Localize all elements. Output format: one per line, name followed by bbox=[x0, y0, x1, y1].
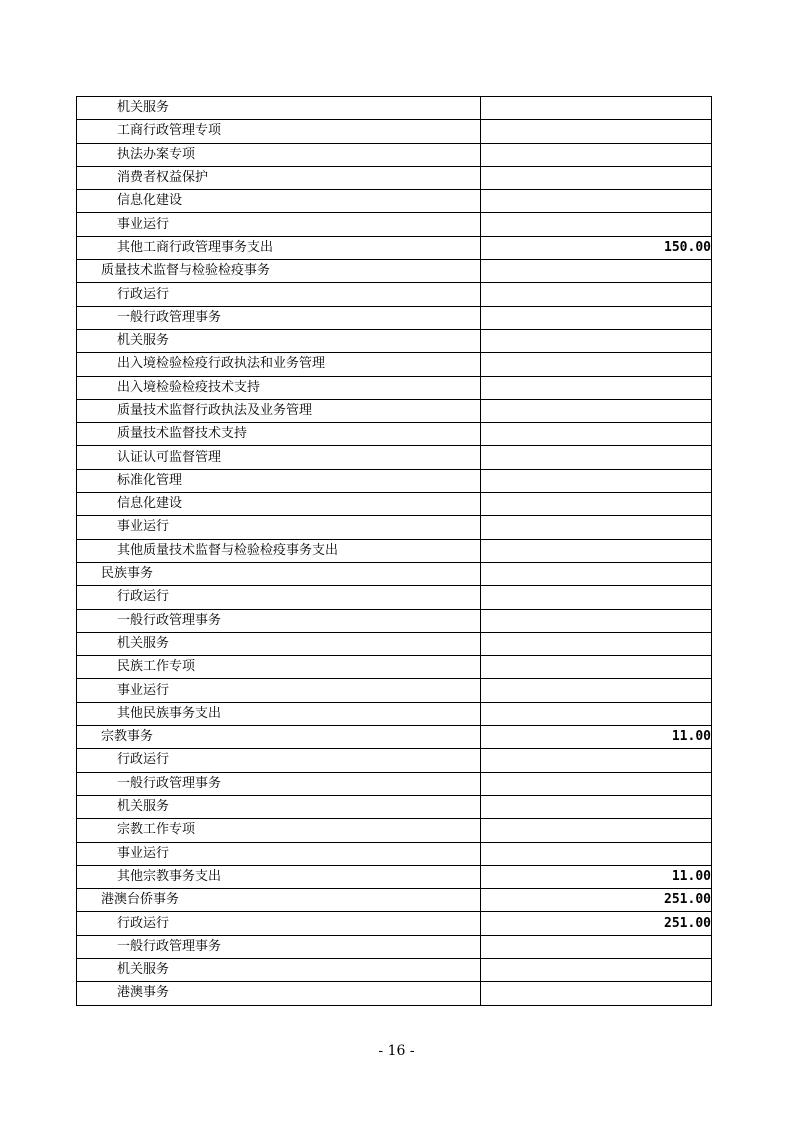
table-row bbox=[77, 912, 712, 935]
amount-cell bbox=[481, 516, 712, 539]
item-name-cell: 信息化建设 bbox=[77, 190, 481, 213]
item-name-cell: 标准化管理 bbox=[77, 469, 481, 492]
amount-cell bbox=[481, 679, 712, 702]
table-row bbox=[77, 446, 712, 469]
item-name-cell: 其他民族事务支出 bbox=[77, 702, 481, 725]
item-name-cell: 宗教事务 bbox=[77, 726, 481, 749]
table-row bbox=[77, 260, 712, 283]
item-name-cell: 质量技术监督与检验检疫事务 bbox=[77, 260, 481, 283]
item-name-cell: 行政运行 bbox=[77, 749, 481, 772]
table-row bbox=[77, 749, 712, 772]
table-row bbox=[77, 469, 712, 492]
table-row bbox=[77, 562, 712, 585]
amount-cell bbox=[481, 819, 712, 842]
amount-cell: 251.00 bbox=[481, 889, 712, 912]
table-row bbox=[77, 656, 712, 679]
item-name-cell: 港澳事务 bbox=[77, 982, 481, 1005]
amount-cell bbox=[481, 213, 712, 236]
item-name-cell: 事业运行 bbox=[77, 516, 481, 539]
item-name-cell: 行政运行 bbox=[77, 283, 481, 306]
table-row bbox=[77, 958, 712, 981]
amount-cell bbox=[481, 283, 712, 306]
item-name-cell: 事业运行 bbox=[77, 842, 481, 865]
item-name-cell: 机关服务 bbox=[77, 97, 481, 120]
amount-cell bbox=[481, 399, 712, 422]
amount-cell bbox=[481, 493, 712, 516]
amount-cell bbox=[481, 586, 712, 609]
amount-cell bbox=[481, 609, 712, 632]
amount-cell bbox=[481, 795, 712, 818]
amount-cell bbox=[481, 539, 712, 562]
table-row bbox=[77, 423, 712, 446]
table-row bbox=[77, 586, 712, 609]
budget-table-body bbox=[77, 97, 712, 1006]
amount-cell bbox=[481, 306, 712, 329]
item-name-cell: 一般行政管理事务 bbox=[77, 935, 481, 958]
item-name-cell: 港澳台侨事务 bbox=[77, 889, 481, 912]
item-name-cell: 执法办案专项 bbox=[77, 143, 481, 166]
item-name-cell: 一般行政管理事务 bbox=[77, 609, 481, 632]
table-row bbox=[77, 166, 712, 189]
amount-cell bbox=[481, 562, 712, 585]
item-name-cell: 其他宗教事务支出 bbox=[77, 865, 481, 888]
table-row bbox=[77, 842, 712, 865]
table-row bbox=[77, 865, 712, 888]
item-name-cell: 质量技术监督技术支持 bbox=[77, 423, 481, 446]
amount-cell bbox=[481, 446, 712, 469]
table-row bbox=[77, 516, 712, 539]
table-row bbox=[77, 399, 712, 422]
amount-cell: 150.00 bbox=[481, 236, 712, 259]
item-name-cell: 机关服务 bbox=[77, 795, 481, 818]
table-row bbox=[77, 889, 712, 912]
table-row bbox=[77, 353, 712, 376]
amount-cell bbox=[481, 469, 712, 492]
amount-cell bbox=[481, 749, 712, 772]
item-name-cell: 出入境检验检疫技术支持 bbox=[77, 376, 481, 399]
item-name-cell: 行政运行 bbox=[77, 912, 481, 935]
item-name-cell: 质量技术监督行政执法及业务管理 bbox=[77, 399, 481, 422]
amount-cell: 251.00 bbox=[481, 912, 712, 935]
item-name-cell: 工商行政管理专项 bbox=[77, 120, 481, 143]
item-name-cell: 一般行政管理事务 bbox=[77, 306, 481, 329]
amount-cell bbox=[481, 982, 712, 1005]
amount-cell bbox=[481, 632, 712, 655]
amount-cell bbox=[481, 166, 712, 189]
item-name-cell: 事业运行 bbox=[77, 213, 481, 236]
amount-cell bbox=[481, 329, 712, 352]
item-name-cell: 一般行政管理事务 bbox=[77, 772, 481, 795]
table-row bbox=[77, 726, 712, 749]
item-name-cell: 机关服务 bbox=[77, 958, 481, 981]
table-row bbox=[77, 236, 712, 259]
table-row bbox=[77, 97, 712, 120]
amount-cell bbox=[481, 376, 712, 399]
amount-cell bbox=[481, 656, 712, 679]
amount-cell bbox=[481, 143, 712, 166]
item-name-cell: 认证认可监督管理 bbox=[77, 446, 481, 469]
amount-cell bbox=[481, 772, 712, 795]
amount-cell bbox=[481, 97, 712, 120]
table-row bbox=[77, 982, 712, 1005]
amount-cell bbox=[481, 190, 712, 213]
amount-cell bbox=[481, 702, 712, 725]
item-name-cell: 民族工作专项 bbox=[77, 656, 481, 679]
table-row bbox=[77, 772, 712, 795]
item-name-cell: 其他质量技术监督与检验检疫事务支出 bbox=[77, 539, 481, 562]
page-number: - 16 - bbox=[378, 1043, 415, 1059]
item-name-cell: 出入境检验检疫行政执法和业务管理 bbox=[77, 353, 481, 376]
item-name-cell: 行政运行 bbox=[77, 586, 481, 609]
table-row bbox=[77, 213, 712, 236]
table-row bbox=[77, 143, 712, 166]
table-row bbox=[77, 679, 712, 702]
table-row bbox=[77, 632, 712, 655]
item-name-cell: 消费者权益保护 bbox=[77, 166, 481, 189]
table-row bbox=[77, 306, 712, 329]
item-name-cell: 宗教工作专项 bbox=[77, 819, 481, 842]
budget-table bbox=[76, 96, 712, 1006]
table-row bbox=[77, 609, 712, 632]
table-row bbox=[77, 935, 712, 958]
amount-cell bbox=[481, 260, 712, 283]
table-row bbox=[77, 795, 712, 818]
table-row bbox=[77, 493, 712, 516]
amount-cell bbox=[481, 423, 712, 446]
amount-cell: 11.00 bbox=[481, 865, 712, 888]
amount-cell bbox=[481, 842, 712, 865]
item-name-cell: 事业运行 bbox=[77, 679, 481, 702]
amount-cell bbox=[481, 935, 712, 958]
item-name-cell: 民族事务 bbox=[77, 562, 481, 585]
table-row bbox=[77, 702, 712, 725]
item-name-cell: 其他工商行政管理事务支出 bbox=[77, 236, 481, 259]
item-name-cell: 机关服务 bbox=[77, 329, 481, 352]
table-row bbox=[77, 819, 712, 842]
item-name-cell: 机关服务 bbox=[77, 632, 481, 655]
table-row bbox=[77, 283, 712, 306]
table-row bbox=[77, 376, 712, 399]
table-row bbox=[77, 190, 712, 213]
item-name-cell: 信息化建设 bbox=[77, 493, 481, 516]
table-row bbox=[77, 329, 712, 352]
amount-cell bbox=[481, 120, 712, 143]
table-row bbox=[77, 120, 712, 143]
table-row bbox=[77, 539, 712, 562]
amount-cell: 11.00 bbox=[481, 726, 712, 749]
amount-cell bbox=[481, 958, 712, 981]
amount-cell bbox=[481, 353, 712, 376]
